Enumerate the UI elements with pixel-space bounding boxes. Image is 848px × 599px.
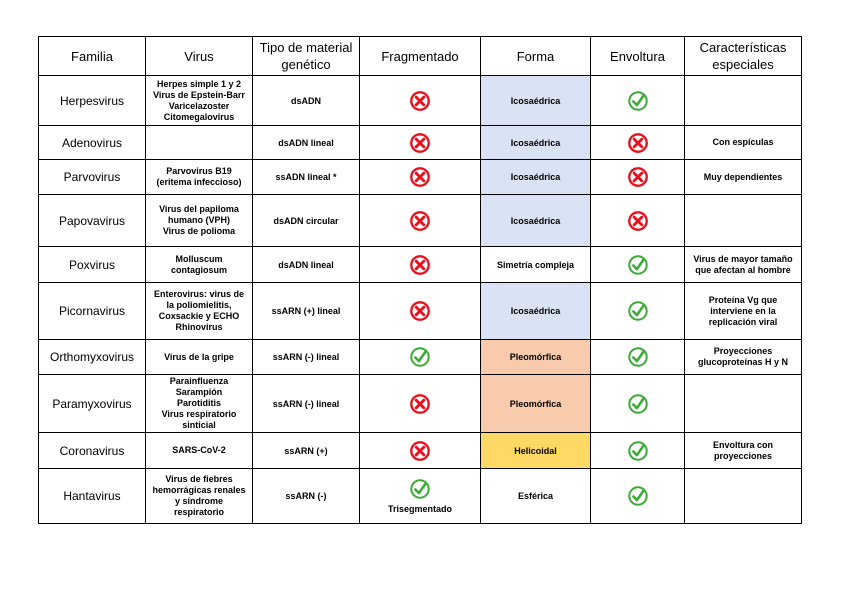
caracteristicas-cell: Muy dependientes	[685, 160, 802, 195]
forma-cell: Helicoidal	[481, 433, 591, 469]
familia-cell: Poxvirus	[39, 247, 146, 283]
virus-cell: Virus de la gripe	[146, 340, 253, 375]
x-circle-icon	[627, 166, 649, 188]
forma-cell: Icosaédrica	[481, 283, 591, 340]
fragmentado-cell	[360, 469, 481, 524]
familia-cell: Picornavirus	[39, 283, 146, 340]
virus-cell	[146, 126, 253, 160]
x-circle-icon	[627, 210, 649, 232]
familia-cell: Herpesvirus	[39, 76, 146, 126]
envoltura-cell	[591, 160, 685, 195]
header-familia: Familia	[39, 37, 146, 76]
caracteristicas-cell: Envoltura con proyecciones	[685, 433, 802, 469]
tipo-cell: ssADN lineal *	[253, 160, 360, 195]
virus-cell: Virus de fiebres hemorrágicas renales y síndrome respiratorio	[146, 469, 253, 524]
envoltura-cell	[591, 340, 685, 375]
caracteristicas-cell	[685, 195, 802, 247]
x-circle-icon	[409, 166, 431, 188]
table-row	[39, 126, 802, 160]
table-row	[39, 195, 802, 247]
x-circle-icon	[409, 90, 431, 112]
tipo-cell: ssARN (+) lineal	[253, 283, 360, 340]
tipo-cell: ssARN (-)	[253, 469, 360, 524]
x-circle-icon	[409, 440, 431, 462]
caracteristicas-cell	[685, 469, 802, 524]
x-circle-icon	[409, 254, 431, 276]
virus-cell: Parainfluenza Sarampión Parotiditis Virus respiratorio sinticial	[146, 375, 253, 433]
x-circle-icon	[409, 210, 431, 232]
x-circle-icon	[627, 132, 649, 154]
header-fragmentado: Fragmentado	[360, 37, 481, 76]
table-row	[39, 247, 802, 283]
tipo-cell: ssARN (-) lineal	[253, 375, 360, 433]
caracteristicas-cell: Con espículas	[685, 126, 802, 160]
forma-cell: Icosaédrica	[481, 195, 591, 247]
familia-cell: Paramyxovirus	[39, 375, 146, 433]
fragmentado-note: Trisegmentado	[387, 504, 452, 514]
x-circle-icon	[409, 132, 431, 154]
check-circle-icon	[627, 440, 649, 462]
table-row	[39, 375, 802, 433]
table-row	[39, 469, 802, 524]
tipo-cell: dsADN lineal	[253, 126, 360, 160]
header-envoltura: Envoltura	[591, 37, 685, 76]
header-row	[39, 37, 802, 76]
familia-cell: Orthomyxovirus	[39, 340, 146, 375]
virus-cell: Virus del papiloma humano (VPH) Virus de polioma	[146, 195, 253, 247]
table-row	[39, 76, 802, 126]
fragmentado-cell	[360, 76, 481, 126]
tipo-cell: ssARN (+)	[253, 433, 360, 469]
forma-cell: Simetría compleja	[481, 247, 591, 283]
envoltura-cell	[591, 247, 685, 283]
tipo-cell: dsADN lineal	[253, 247, 360, 283]
familia-cell: Hantavirus	[39, 469, 146, 524]
familia-cell: Coronavirus	[39, 433, 146, 469]
fragmentado-cell	[360, 247, 481, 283]
fragmentado-cell	[360, 126, 481, 160]
envoltura-cell	[591, 126, 685, 160]
x-circle-icon	[409, 393, 431, 415]
caracteristicas-cell	[685, 375, 802, 433]
forma-cell: Icosaédrica	[481, 160, 591, 195]
fragmentado-cell	[360, 375, 481, 433]
check-circle-icon	[627, 254, 649, 276]
envoltura-cell	[591, 469, 685, 524]
check-circle-icon	[627, 300, 649, 322]
table-row	[39, 283, 802, 340]
envoltura-cell	[591, 433, 685, 469]
table-row	[39, 433, 802, 469]
forma-cell: Icosaédrica	[481, 76, 591, 126]
envoltura-cell	[591, 195, 685, 247]
envoltura-cell	[591, 283, 685, 340]
fragmentado-cell	[360, 433, 481, 469]
fragmentado-cell	[360, 160, 481, 195]
table-row	[39, 160, 802, 195]
virus-cell: Enterovirus: virus de la poliomielitis, Coxsackie y ECHO Rhinovirus	[146, 283, 253, 340]
check-circle-icon	[409, 478, 431, 500]
header-tipo: Tipo de material genético	[253, 37, 360, 76]
caracteristicas-cell: Virus de mayor tamaño que afectan al hombre	[685, 247, 802, 283]
check-circle-icon	[627, 346, 649, 368]
forma-cell: Pleomórfica	[481, 375, 591, 433]
check-circle-icon	[627, 90, 649, 112]
check-circle-icon	[627, 393, 649, 415]
tipo-cell: dsADN	[253, 76, 360, 126]
caracteristicas-cell: Proteína Vg que interviene en la replicación viral	[685, 283, 802, 340]
fragmentado-cell	[360, 283, 481, 340]
virus-cell: SARS-CoV-2	[146, 433, 253, 469]
check-circle-icon	[409, 346, 431, 368]
header-forma: Forma	[481, 37, 591, 76]
header-virus: Virus	[146, 37, 253, 76]
fragmentado-cell	[360, 195, 481, 247]
tipo-cell: dsADN circular	[253, 195, 360, 247]
forma-cell: Pleomórfica	[481, 340, 591, 375]
familia-cell: Papovavirus	[39, 195, 146, 247]
virus-families-table	[38, 36, 802, 524]
forma-cell: Icosaédrica	[481, 126, 591, 160]
forma-cell: Esférica	[481, 469, 591, 524]
caracteristicas-cell	[685, 76, 802, 126]
virus-cell: Molluscum contagiosum	[146, 247, 253, 283]
virus-cell: Parvovirus B19 (eritema infeccioso)	[146, 160, 253, 195]
envoltura-cell	[591, 375, 685, 433]
tipo-cell: ssARN (-) lineal	[253, 340, 360, 375]
familia-cell: Parvovirus	[39, 160, 146, 195]
familia-cell: Adenovirus	[39, 126, 146, 160]
header-caracteristicas: Características especiales	[685, 37, 802, 76]
caracteristicas-cell: Proyecciones glucoproteínas H y N	[685, 340, 802, 375]
x-circle-icon	[409, 300, 431, 322]
envoltura-cell	[591, 76, 685, 126]
table-row	[39, 340, 802, 375]
check-circle-icon	[627, 485, 649, 507]
fragmentado-cell	[360, 340, 481, 375]
virus-cell: Herpes simple 1 y 2 Virus de Epstein-Barr Varicelazoster Citomegalovirus	[146, 76, 253, 126]
